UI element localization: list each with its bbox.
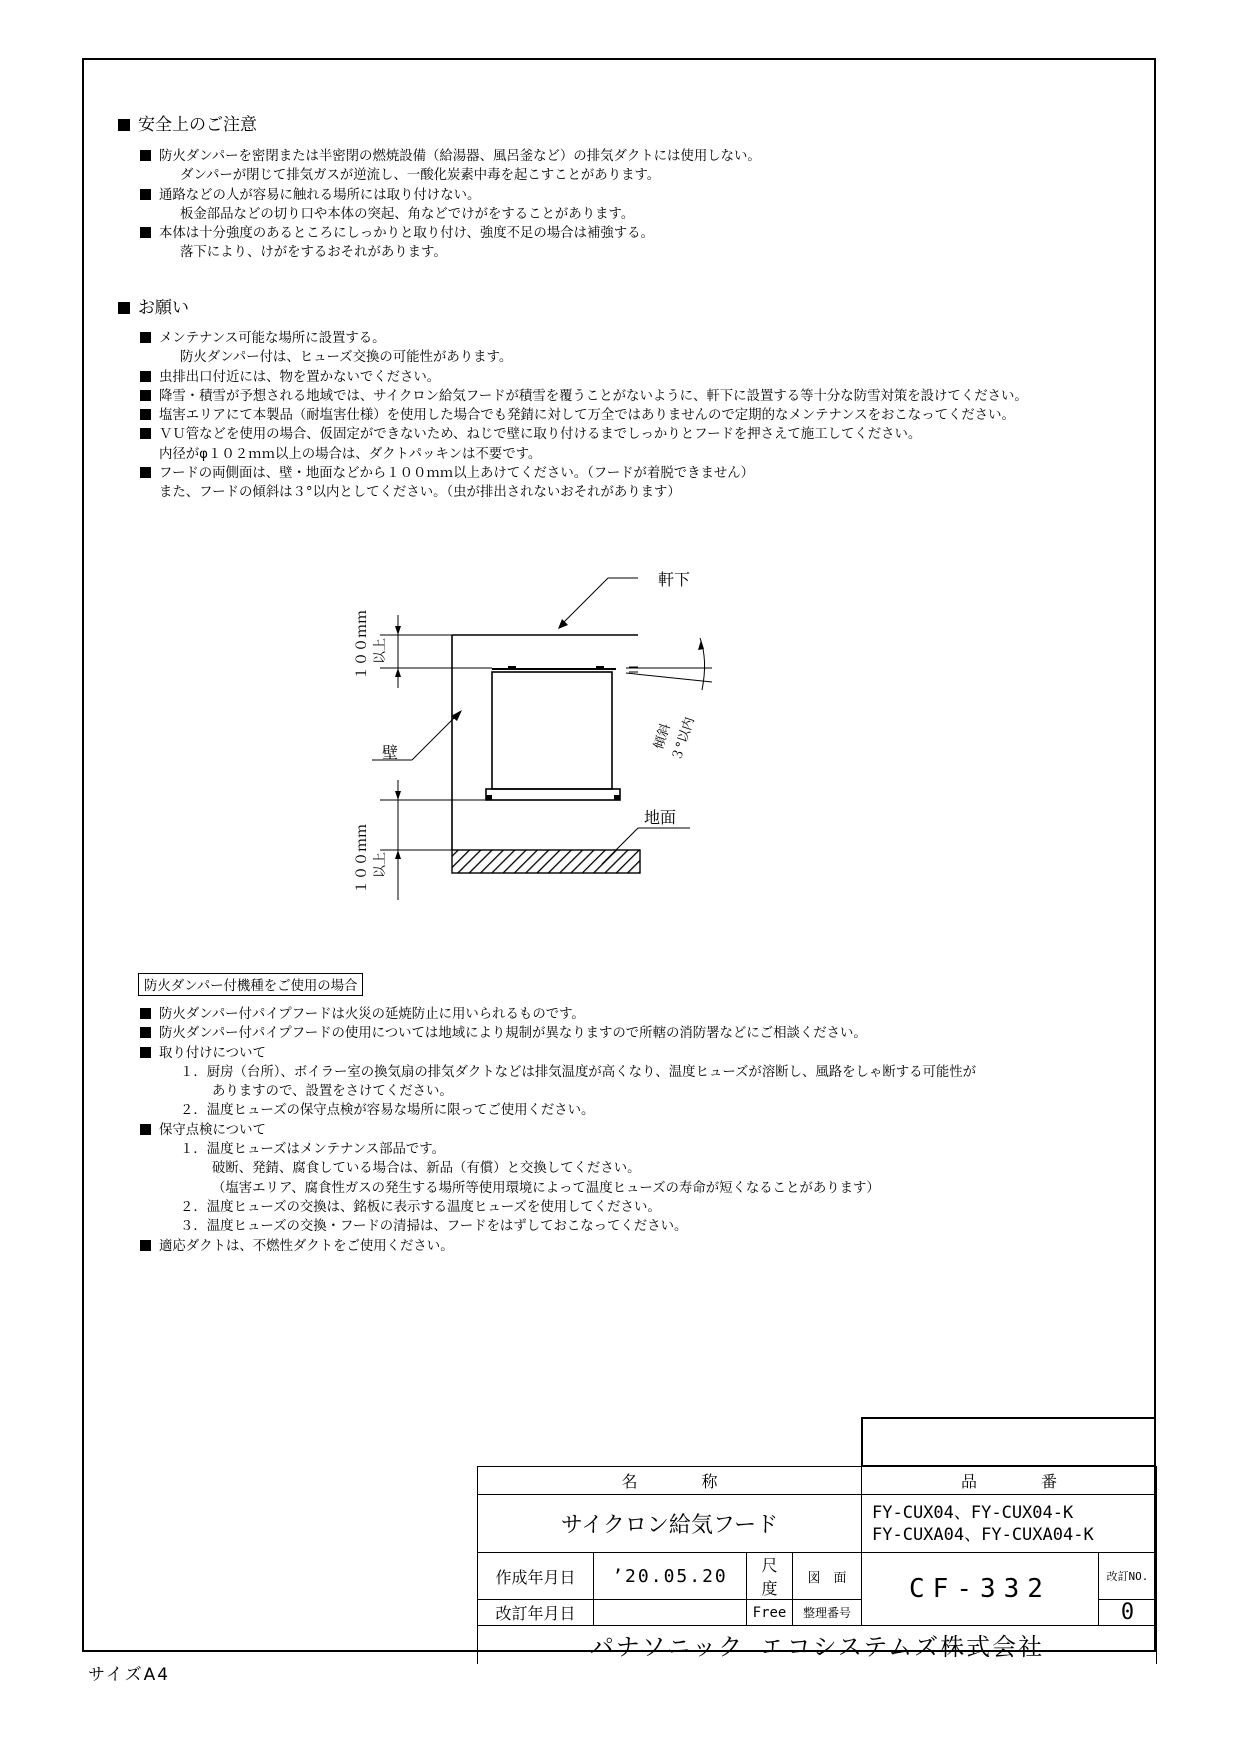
installation-diagram — [340, 560, 720, 900]
fire-damper-section-label: 防火ダンパー付機種をご使用の場合 — [138, 973, 363, 996]
note-line: ２．温度ヒューズの交換は、銘板に表示する温度ヒューズを使用してください。 — [180, 1199, 661, 1215]
title-block-top-box — [861, 1417, 1156, 1467]
bullet-item: 防火ダンパー付パイプフードは火災の延焼防止に用いられるものです。 — [140, 1005, 976, 1024]
scale-label: 尺 度 — [747, 1553, 793, 1600]
ground-hatch — [452, 850, 640, 873]
bullet-item: フードの両側面は、壁・地面などから１００ｍｍ以上あけてください。（フードが着脱できません） — [140, 464, 1028, 483]
bullet-item: 保守点検について — [140, 1121, 976, 1140]
revised-label: 改訂年月日 — [478, 1600, 594, 1626]
note-line: （塩害エリア、腐食性ガスの発生する場所等使用環境によって温度ヒューズの寿命が短くなることがあります） — [212, 1180, 880, 1196]
model-numbers — [862, 1495, 1157, 1553]
wall-label: 壁 — [382, 743, 399, 762]
note-line: ありますので、設置をさけてください。 — [212, 1084, 453, 1100]
bullet-item: メンテナンス可能な場所に設置する。 — [140, 329, 1028, 348]
revision-number: 0 — [1099, 1600, 1157, 1626]
note-line: 破断、発錆、腐食している場合は、新品（有償）と交換してください。 — [212, 1161, 641, 1177]
note-line: ダンパーが閉じて排気ガスが逆流し、一酸化炭素中毒を起こすことがあります。 — [180, 168, 661, 184]
bullet-item: 通路などの人が容易に触れる場所には取り付けない。 — [140, 186, 761, 205]
safety-heading: 安全上のご注意 — [118, 110, 257, 135]
drawing-number: CF-332 — [862, 1553, 1099, 1626]
note-line: 防火ダンパー付は、ヒューズ交換の可能性があります。 — [180, 350, 513, 366]
revision-label: 改訂NO. — [1099, 1553, 1157, 1600]
ground-label: 地面 — [644, 808, 677, 827]
title-block — [477, 1466, 1157, 1664]
paper-size-label: サイズA4 — [88, 1665, 171, 1685]
note-line: 内径がφ１０２ｍｍ以上の場合は、ダクトパッキンは不要です。 — [159, 446, 542, 462]
model-line-2: FY-CUXA04、FY-CUXA04-K — [872, 1524, 1094, 1545]
bullet-item: 塩害エリアにて本製品（耐塩害仕様）を使用した場合でも発錆に対して万全ではありませんので定期的なメンテナンスをおこなってください。 — [140, 406, 1028, 425]
created-date: ’20.05.20 — [594, 1553, 747, 1600]
eaves-label: 軒下 — [658, 570, 691, 589]
model-line-1: FY-CUX04、FY-CUX04-K — [872, 1502, 1074, 1523]
top-clearance-label: １００ｍｍ — [354, 610, 370, 680]
note-line: 落下により、けがをするおそれがあります。 — [180, 245, 447, 261]
tilt-label-a: 傾斜 — [651, 721, 674, 752]
top-clearance-sub: 以上 — [373, 638, 388, 665]
product-name: サイクロン給気フード — [478, 1495, 862, 1553]
request-heading: お願い — [118, 293, 189, 318]
drawing-label-a: 図 面 — [793, 1553, 862, 1600]
bullet-item: 降雪・積雪が予想される地域では、サイクロン給気フードが積雪を覆うことがないように、軒下に設置する等十分な防雪対策を設けてください。 — [140, 387, 1028, 406]
drawing-label-b: 整理番号 — [793, 1600, 862, 1626]
safety-notes — [140, 147, 761, 263]
revised-date — [594, 1600, 747, 1626]
bullet-item: 本体は十分強度のあるところにしっかりと取り付け、強度不足の場合は補強する。 — [140, 224, 761, 243]
request-notes — [140, 329, 1028, 503]
bullet-item: 防火ダンパーを密閉または半密閉の燃焼設備（給湯器、風呂釜など）の排気ダクトには使用しない。 — [140, 147, 761, 166]
note-line: 板金部品などの切り口や本体の突起、角などでけがをすることがあります。 — [180, 206, 635, 222]
note-line: また、フードの傾斜は３°以内としてください。（虫が排出されないおそれがあります） — [159, 485, 681, 501]
scale-value: Free — [747, 1600, 793, 1626]
company-name: パナソニック エコシステムズ株式会社 — [478, 1626, 1157, 1664]
bottom-clearance-label: １００ｍｍ — [354, 824, 370, 894]
note-line: １．厨房（台所）、ボイラー室の換気扇の排気ダクトなどは排気温度が高くなり、温度ヒューズが溶断し、風路をしゃ断する可能性が — [180, 1064, 977, 1080]
bottom-clearance-sub: 以上 — [373, 852, 388, 879]
created-label: 作成年月日 — [478, 1553, 594, 1600]
bullet-item: 適応ダクトは、不燃性ダクトをご使用ください。 — [140, 1237, 976, 1256]
bullet-item: 取り付けについて — [140, 1044, 976, 1063]
hood-base — [486, 789, 620, 800]
tilt-label-b: ３°以内 — [669, 715, 698, 764]
note-line: １．温度ヒューズはメンテナンス部品です。 — [180, 1142, 445, 1158]
name-header: 名 称 — [478, 1467, 862, 1495]
note-line: ２．温度ヒューズの保守点検が容易な場所に限ってご使用ください。 — [180, 1103, 595, 1119]
bullet-item: 虫排出口付近には、物を置かないでください。 — [140, 368, 1028, 387]
note-line: ３．温度ヒューズの交換・フードの清掃は、フードをはずしておこなってください。 — [180, 1219, 688, 1235]
number-header: 品 番 — [862, 1467, 1157, 1495]
bullet-item: ＶＵ管などを使用の場合、仮固定ができないため、ねじで壁に取り付けるまでしっかりとフードを押さえて施工してください。 — [140, 425, 1028, 444]
bullet-item: 防火ダンパー付パイプフードの使用については地域により規制が異なりますので所轄の消防署などにご相談ください。 — [140, 1024, 976, 1043]
hood-body — [492, 672, 612, 789]
fire-damper-notes — [140, 1005, 976, 1256]
